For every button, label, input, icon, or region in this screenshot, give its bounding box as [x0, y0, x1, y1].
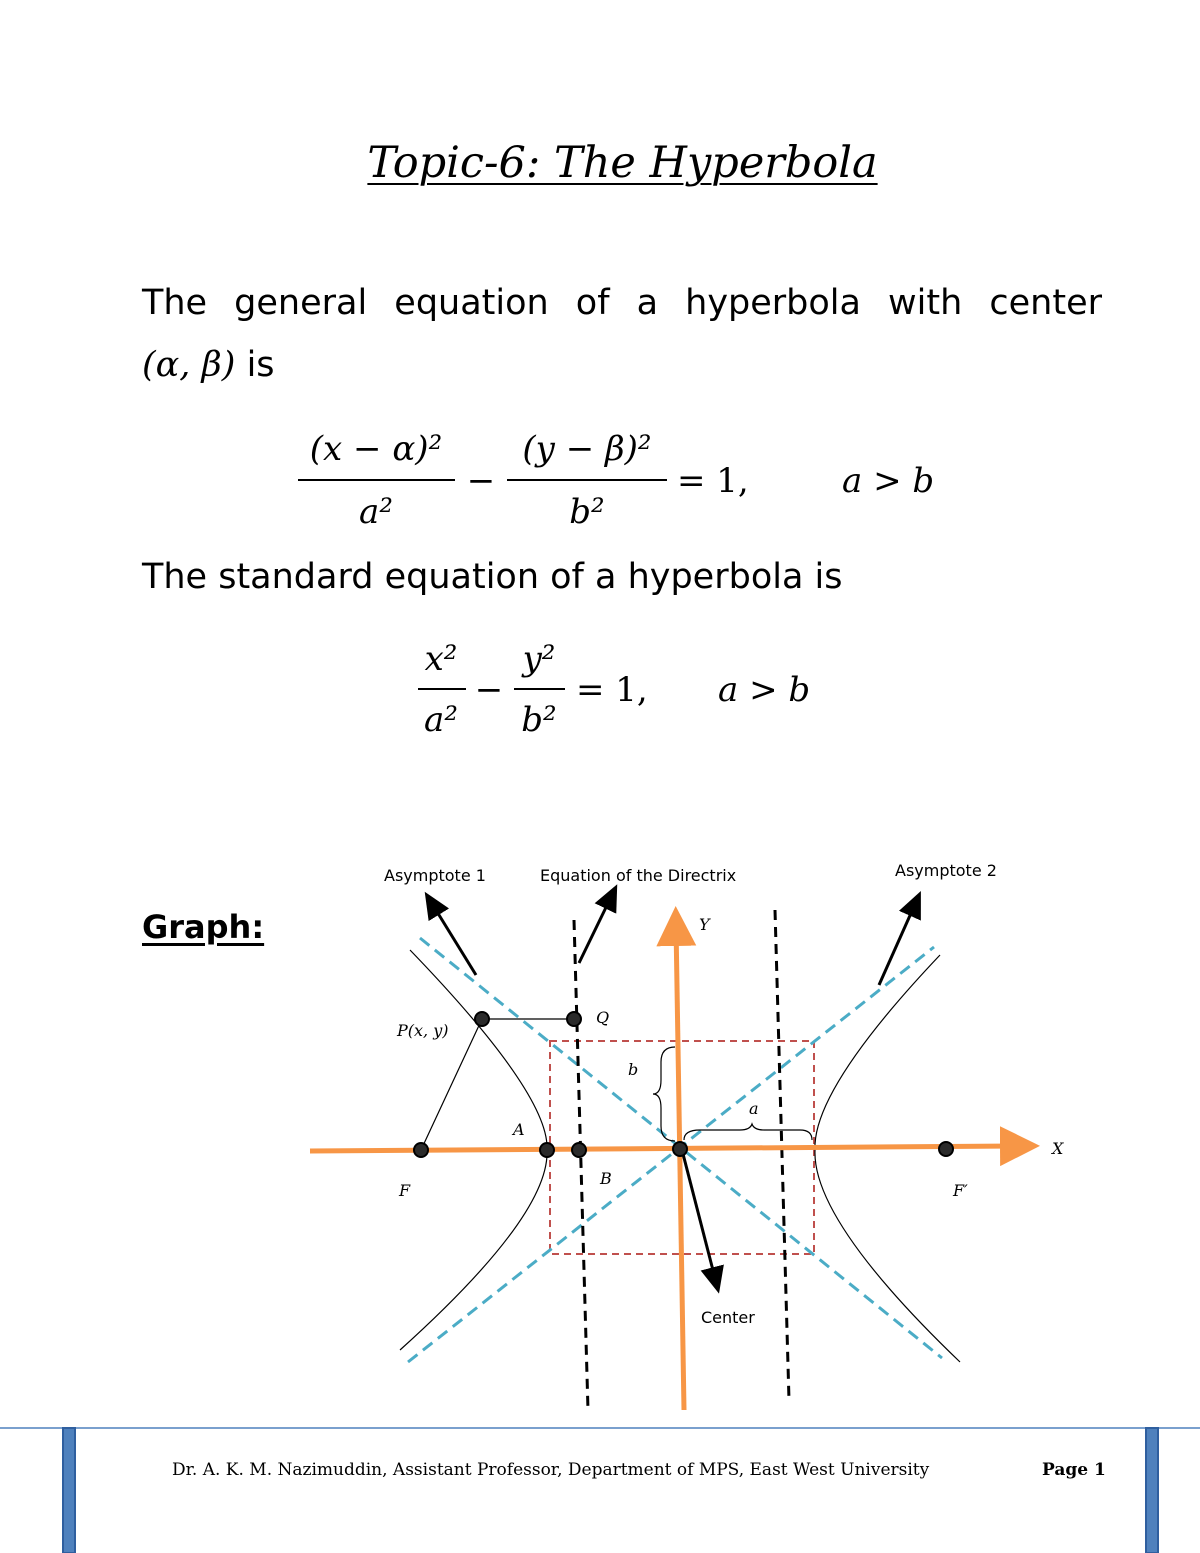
standard-intro: The standard equation of a hyperbola is: [142, 557, 843, 597]
standard-den-left: a²: [424, 700, 458, 740]
general-minus: −: [466, 461, 496, 501]
standard-equation: [418, 639, 810, 740]
label-asymptote-1: Asymptote 1: [384, 866, 486, 885]
general-equation: [298, 429, 934, 532]
footer-page-number: Page 1: [1042, 1460, 1106, 1480]
brace-a: [684, 1124, 812, 1140]
directrix-arrow: [579, 895, 612, 963]
standard-equals: = 1,: [576, 670, 648, 710]
label-point-q: Q: [596, 1008, 610, 1027]
general-den-left: a²: [359, 492, 393, 532]
asymptote-2-line: [408, 947, 934, 1362]
label-point-b: B: [600, 1169, 612, 1188]
footer-bar-left: [63, 1428, 75, 1553]
center-arrow: [682, 1150, 716, 1282]
label-asymptote-2: Asymptote 2: [895, 861, 997, 880]
general-condition: a > b: [842, 461, 935, 501]
graph-heading: Graph:: [142, 908, 265, 946]
label-a: a: [749, 1099, 759, 1118]
standard-num-left: x²: [424, 639, 458, 679]
footer-bar-right: [1146, 1428, 1158, 1553]
footer-decoration: [0, 1428, 1200, 1553]
standard-condition: a > b: [718, 670, 811, 710]
vertex-a: [540, 1143, 554, 1157]
general-equals: = 1,: [677, 461, 749, 501]
directrix-left: [574, 920, 588, 1410]
label-focus-f-prime: F′: [953, 1181, 968, 1200]
hyperbola-diagram: [310, 861, 1064, 1410]
label-x-axis: X: [1052, 1139, 1064, 1158]
asymptote-2-arrow: [879, 902, 916, 985]
center-point: [673, 1142, 687, 1156]
standard-minus: −: [474, 670, 504, 710]
general-den-right: b²: [569, 492, 605, 532]
label-directrix: Equation of the Directrix: [540, 866, 737, 885]
intro-is: is: [235, 345, 275, 385]
standard-den-right: b²: [521, 700, 557, 740]
label-point-p: P(x, y): [397, 1021, 449, 1040]
point-q: [567, 1012, 581, 1026]
point-p: [475, 1012, 489, 1026]
general-num-left: (x − α)²: [309, 429, 443, 469]
label-focus-f: F: [399, 1181, 411, 1200]
intro-line: The general equation of a hyperbola with center: [142, 283, 1102, 323]
directrix-right: [775, 910, 789, 1400]
label-b: b: [628, 1060, 639, 1079]
page-title: Topic-6: The Hyperbola: [367, 138, 878, 188]
focus-f-prime: [939, 1142, 953, 1156]
general-num-right: (y − β)²: [522, 429, 652, 469]
hyperbola-right-branch: [815, 955, 960, 1362]
footer-author: Dr. A. K. M. Nazimuddin, Assistant Professor, Department of MPS, East West University: [172, 1460, 930, 1480]
center-notation: (α, β): [142, 345, 236, 385]
label-center: Center: [701, 1308, 755, 1327]
y-axis: [676, 926, 684, 1410]
label-vertex-a: A: [513, 1120, 525, 1139]
point-b: [572, 1143, 586, 1157]
standard-num-right: y²: [522, 639, 556, 679]
label-y-axis: Y: [699, 915, 710, 934]
focus-f: [414, 1143, 428, 1157]
brace-b: [653, 1047, 675, 1141]
